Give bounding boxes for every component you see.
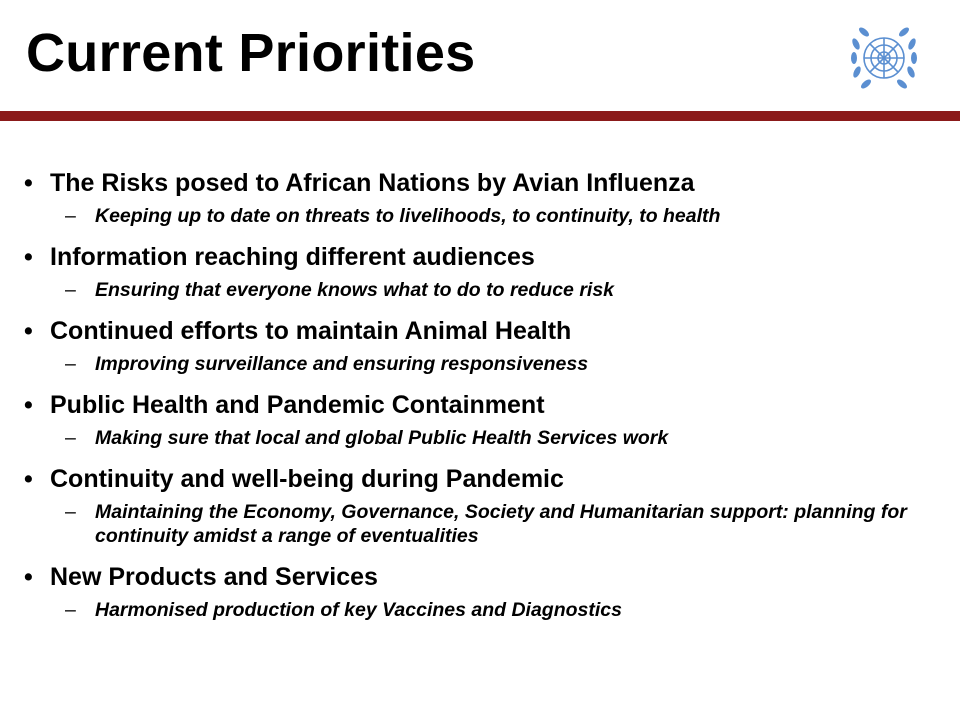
bullet-icon: • [24, 317, 33, 345]
bullet-icon: • [24, 465, 33, 493]
bullet-icon: • [24, 563, 33, 591]
list-item [0, 240, 960, 302]
bullet-subtext: Keeping up to date on threats to livelihoods, to continuity, to health [95, 205, 721, 227]
dash-icon: – [65, 599, 76, 621]
dash-icon: – [65, 279, 76, 301]
list-item [0, 560, 960, 622]
bullet-icon: • [24, 391, 33, 419]
dash-icon: – [65, 501, 76, 523]
bullet-subtext: Maintaining the Economy, Governance, Society and Humanitarian support: planning for continuity amidst a range of eventualities [95, 501, 907, 547]
bullet-heading: Public Health and Pandemic Containment [50, 391, 545, 419]
bullet-heading: New Products and Services [50, 563, 378, 591]
bullet-icon: • [24, 243, 33, 271]
bullet-heading: Continued efforts to maintain Animal Health [50, 317, 572, 345]
bullet-subtext: Improving surveillance and ensuring responsiveness [95, 353, 589, 375]
list-item [0, 388, 960, 450]
bullet-heading: Continuity and well-being during Pandemic [50, 465, 564, 493]
bullet-subtext: Harmonised production of key Vaccines and Diagnostics [95, 599, 622, 621]
list-item [0, 314, 960, 376]
bullet-heading: Information reaching different audiences [50, 243, 535, 271]
dash-icon: – [65, 353, 76, 375]
title-divider [0, 111, 960, 121]
slide-title: Current Priorities [26, 23, 476, 83]
un-emblem-icon [846, 22, 922, 98]
bullet-icon: • [24, 169, 33, 197]
bullet-subtext: Ensuring that everyone knows what to do to reduce risk [95, 279, 615, 301]
bullet-heading: The Risks posed to African Nations by Avian Influenza [50, 169, 695, 197]
list-item [0, 166, 960, 228]
dash-icon: – [65, 205, 76, 227]
bullet-subtext: Making sure that local and global Public Health Services work [95, 427, 669, 449]
list-item [0, 462, 960, 548]
bullet-list [0, 166, 960, 622]
dash-icon: – [65, 427, 76, 449]
